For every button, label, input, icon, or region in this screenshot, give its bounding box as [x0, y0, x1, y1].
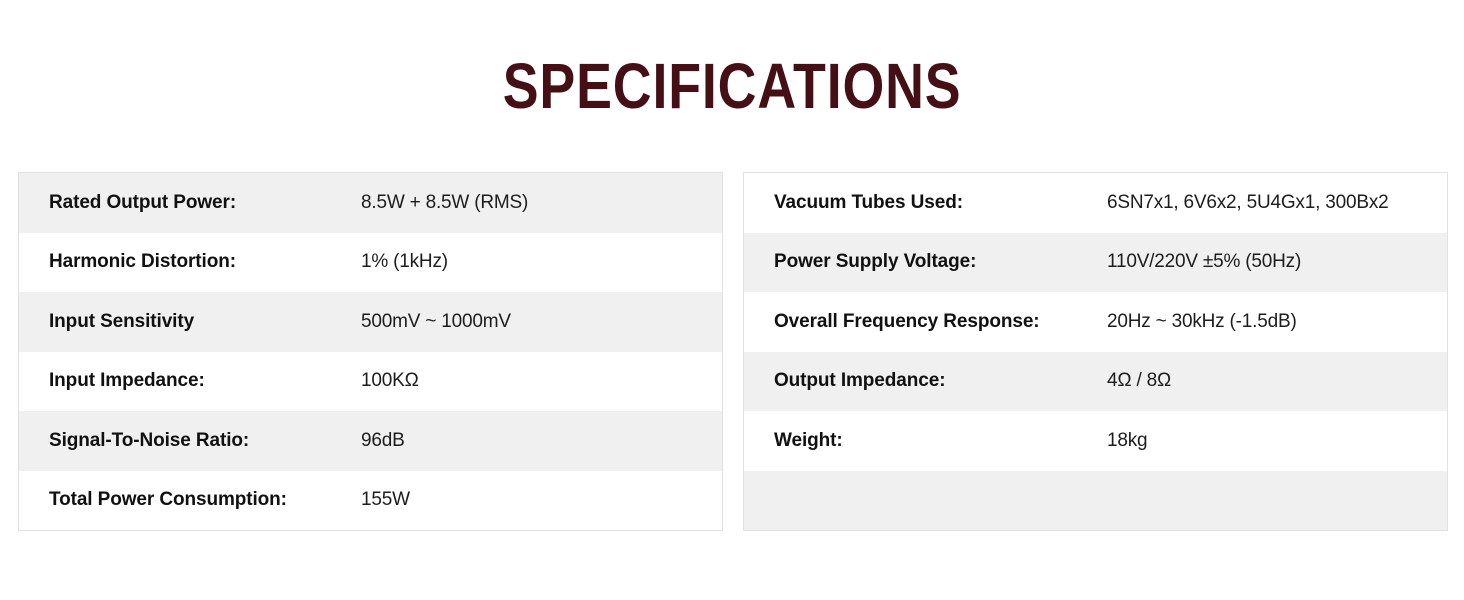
right-spec-table	[743, 172, 1448, 531]
spec-value: 8.5W + 8.5W (RMS)	[361, 191, 529, 213]
spec-value: 100KΩ	[361, 370, 419, 392]
spec-row-power-supply-voltage	[744, 233, 1447, 293]
spec-label: Total Power Consumption:	[49, 489, 287, 511]
spec-row-input-sensitivity	[19, 292, 722, 352]
spec-value: 4Ω / 8Ω	[1107, 370, 1171, 392]
spec-value: 20Hz ~ 30kHz (-1.5dB)	[1107, 310, 1297, 332]
spec-row-overall-frequency-response	[744, 292, 1447, 352]
left-spec-table	[18, 172, 723, 531]
spec-value: 1% (1kHz)	[361, 251, 448, 273]
spec-value: 155W	[361, 489, 410, 511]
spec-row-vacuum-tubes-used	[744, 173, 1447, 233]
spec-label: Signal-To-Noise Ratio:	[49, 429, 250, 451]
spec-label: Output Impedance:	[774, 370, 946, 392]
spec-value: 6SN7x1, 6V6x2, 5U4Gx1, 300Bx2	[1107, 191, 1389, 213]
spec-row-total-power-consumption	[19, 471, 722, 531]
spec-row-rated-output-power	[19, 173, 722, 233]
spec-label: Vacuum Tubes Used:	[774, 191, 963, 213]
page-title: SPECIFICATIONS	[502, 50, 962, 122]
spec-row-signal-to-noise-ratio	[19, 411, 722, 471]
spec-value: 18kg	[1107, 429, 1148, 451]
spec-label: Overall Frequency Response:	[774, 310, 1040, 332]
spec-label: Rated Output Power:	[49, 191, 237, 213]
spec-label: Input Sensitivity	[49, 310, 195, 332]
spec-value: 500mV ~ 1000mV	[361, 310, 511, 332]
spec-label: Power Supply Voltage:	[774, 251, 977, 273]
spec-row-output-impedance	[744, 352, 1447, 412]
spec-row-empty	[744, 471, 1447, 531]
spec-label: Weight:	[774, 429, 843, 451]
spec-row-weight	[744, 411, 1447, 471]
spec-value: 110V/220V ±5% (50Hz)	[1107, 251, 1302, 273]
page-header	[0, 0, 1464, 172]
spec-tables-container	[18, 172, 1448, 531]
spec-label: Input Impedance:	[49, 370, 205, 392]
spec-row-input-impedance	[19, 352, 722, 412]
spec-row-harmonic-distortion	[19, 233, 722, 293]
spec-label: Harmonic Distortion:	[49, 251, 236, 273]
spec-value: 96dB	[361, 429, 405, 451]
